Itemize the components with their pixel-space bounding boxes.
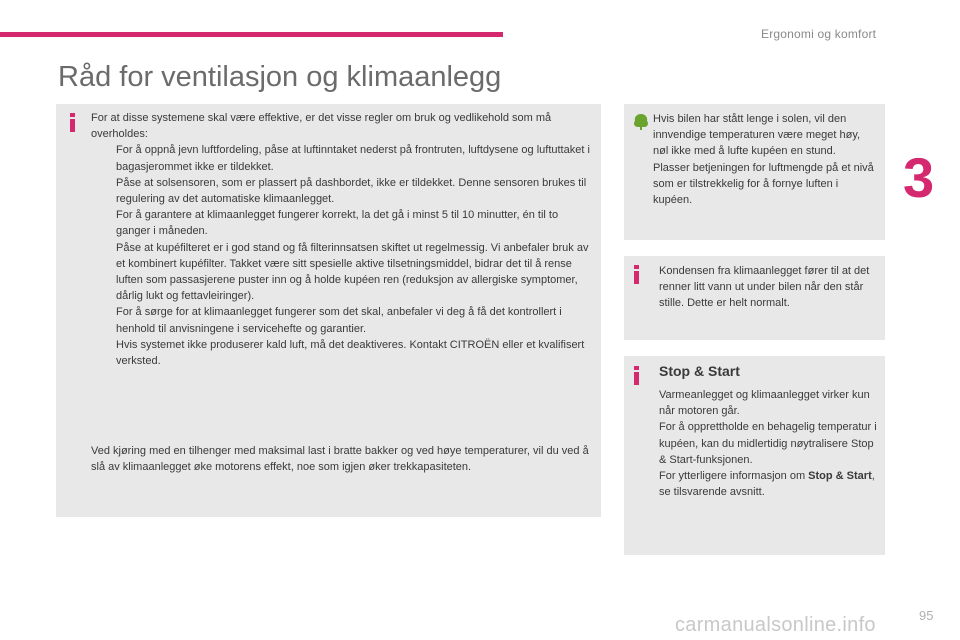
stop-start-text-2: For å opprettholde en behagelig temperatur i kupéen, kan du midlertidig nøytralisere Stop & Start-funksjonen. bbox=[659, 421, 877, 466]
stop-start-text-1: Varmeanlegget og klimaanlegget virker kun når motoren går. bbox=[659, 389, 870, 418]
list-item-text: For å sørge for at klimaanlegget fungerer som det skal, anbefaler vi deg å få det kontrollert i henhold til anvisningene i servicehefte og garantier. bbox=[116, 306, 562, 335]
sun-parking-panel bbox=[624, 104, 885, 240]
top-accent-bar bbox=[0, 32, 503, 37]
stop-start-text-3-suffix: , se tilsvarende avsnitt. bbox=[659, 470, 875, 499]
page-title: Råd for ventilasjon og klimaanlegg bbox=[58, 61, 502, 93]
list-item bbox=[91, 207, 591, 239]
stop-start-text-3 bbox=[659, 468, 877, 500]
intro-text: For at disse systemene skal være effektive, er det visse regler om bruk og vedlikehold som må overholdes: bbox=[91, 112, 552, 141]
condensation-text: Kondensen fra klimaanlegget fører til at det renner litt vann ut under bilen når den står stille. Dette er helt normalt. bbox=[659, 265, 870, 310]
list-item-text: Påse at solsensoren, som er plassert på dashbordet, ikke er tildekket. Denne sensoren brukes til regulering av det automatiske klimaanlegget. bbox=[116, 176, 587, 206]
tips-list bbox=[91, 142, 591, 369]
info-icon bbox=[634, 366, 639, 386]
info-icon bbox=[70, 113, 75, 133]
stop-start-text-3-prefix: For ytterligere informasjon om bbox=[659, 470, 809, 483]
list-item bbox=[91, 337, 591, 369]
eco-leaf-icon bbox=[632, 113, 650, 131]
list-item-text: For å garantere at klimaanlegget fungerer korrekt, la det gå i minst 5 til 10 minutter, én til to ganger i måneden. bbox=[116, 209, 559, 238]
page-number: 95 bbox=[919, 608, 934, 623]
info-icon bbox=[634, 265, 639, 285]
sun-text: Hvis bilen har stått lenge i solen, vil den innvendige temperaturen være meget høy, nøl ikke med å lufte kupéen en stund. bbox=[653, 113, 861, 158]
towing-note: Ved kjøring med en tilhenger med maksimal last i bratte bakker og ved høye temperaturer, vil du ved å slå av klimaanlegget øke motorens effekt, noe som igjen øker trekkapasiteten. bbox=[91, 445, 589, 474]
list-item bbox=[91, 175, 591, 207]
stop-start-heading: Stop & Start bbox=[659, 363, 740, 379]
list-item-text: Hvis systemet ikke produserer kald luft, må det deaktiveres. Kontakt CITROËN eller et kvalifisert verksted. bbox=[116, 338, 585, 368]
list-item bbox=[91, 304, 591, 336]
watermark: carmanualsonline.info bbox=[675, 614, 876, 636]
list-item-text: Påse at kupéfilteret er i god stand og få filterinnsatsen skiftet ut regelmessig. Vi anbefaler bruk av et kombinert kupéfilter. Takket være sitt spesielle aktive tilsetningsmiddel, bidrar det til å rense luften som passasjerene puster inn og å holde kupéen ren (reduksjon av allergiske symptomer, dårlig lukt og fettavleiringer). bbox=[116, 241, 589, 303]
condensation-panel bbox=[624, 256, 885, 340]
sun-text-2: Plasser betjeningen for luftmengde på et nivå som er tilstrekkelig for å fornye luften i kupéen. bbox=[653, 161, 874, 207]
section-title: Ergonomi og komfort bbox=[761, 27, 877, 41]
list-item bbox=[91, 142, 591, 174]
list-item bbox=[91, 240, 591, 305]
stop-start-link-text: Stop & Start bbox=[808, 470, 872, 483]
list-item-text: For å oppnå jevn luftfordeling, påse at luftinntaket nederst på frontruten, luftdysene og luftuttaket i bagasjerommet ikke er tildekket. bbox=[116, 144, 590, 173]
chapter-number: 3 bbox=[903, 146, 935, 209]
stop-start-panel bbox=[624, 356, 885, 555]
